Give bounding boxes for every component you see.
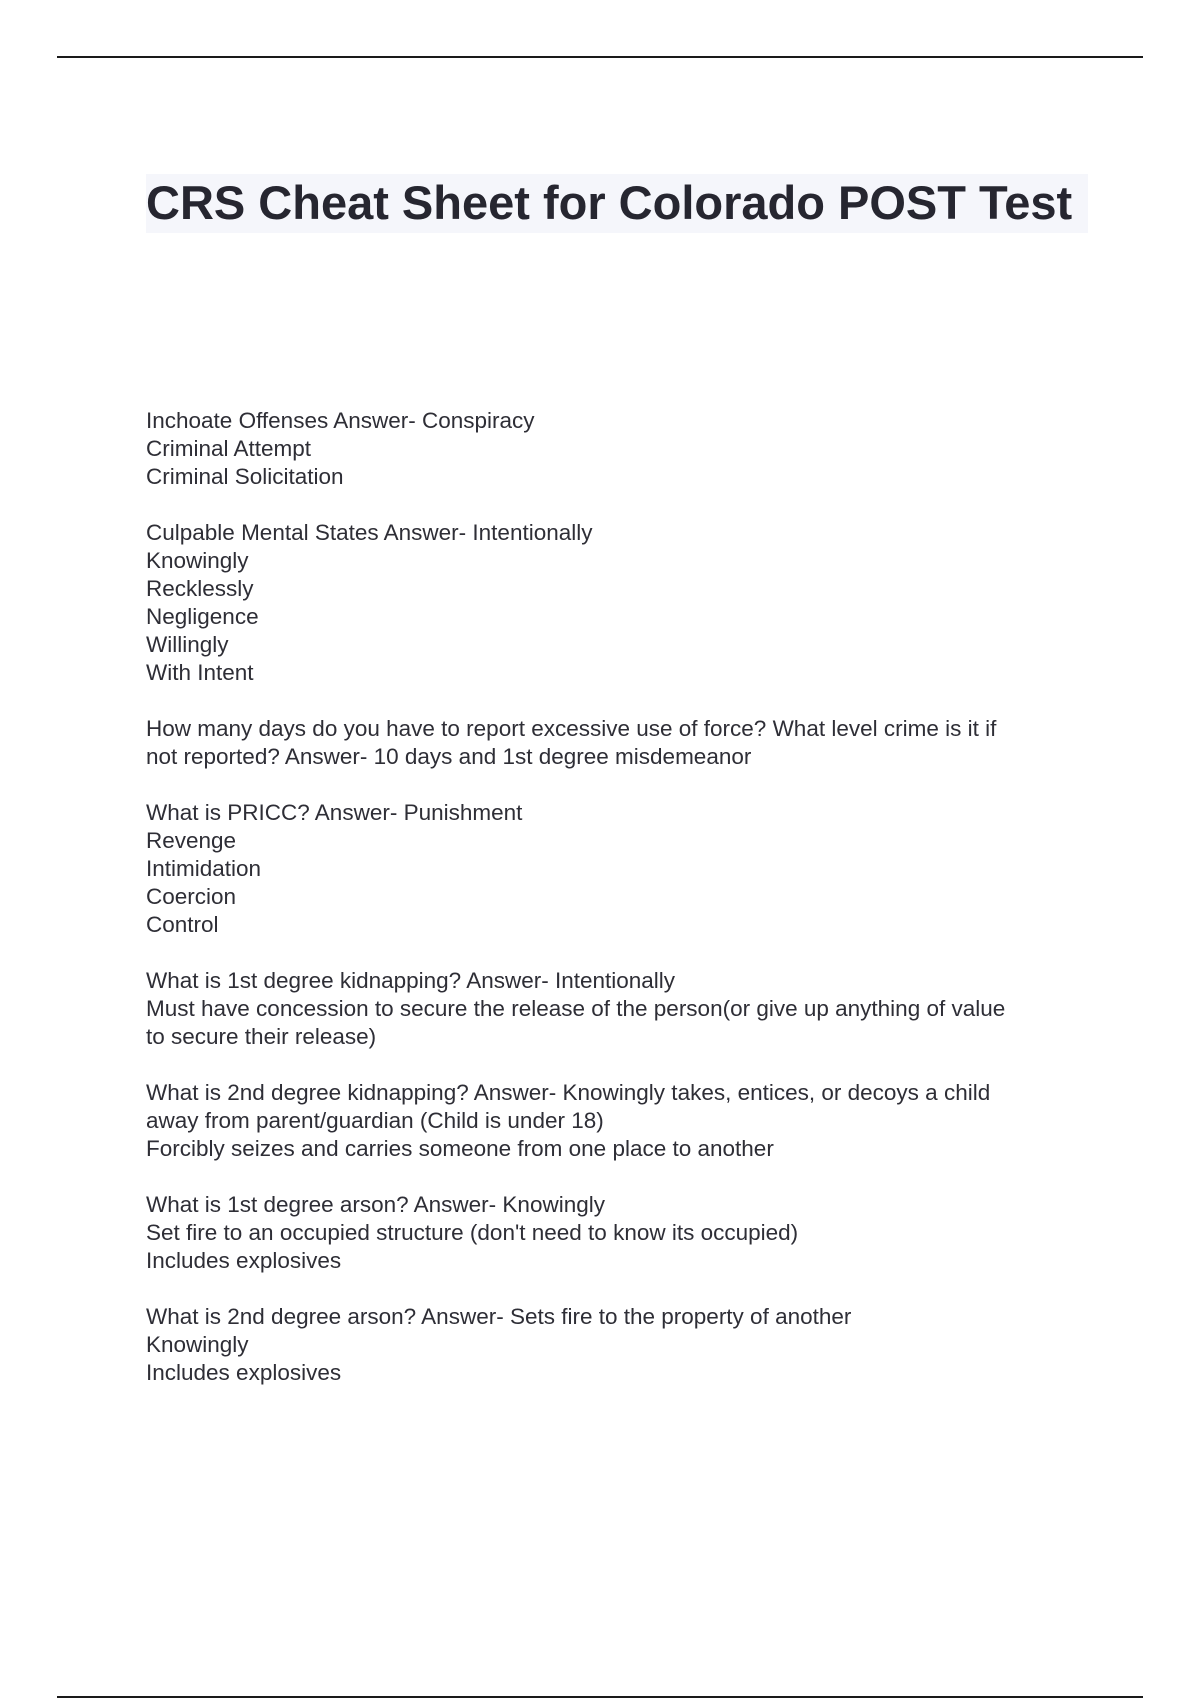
qa-line: not reported? Answer- 10 days and 1st degree misdemeanor [146, 744, 752, 769]
qa-line: to secure their release) [146, 1024, 377, 1049]
qa-line: Knowingly [146, 548, 249, 573]
qa-entry [146, 715, 1088, 771]
qa-line: Intimidation [146, 856, 262, 881]
qa-line: Criminal Solicitation [146, 464, 344, 489]
qa-entry [146, 1191, 1088, 1275]
qa-entry [146, 407, 1088, 491]
qa-line: Includes explosives [146, 1360, 342, 1385]
title-block [146, 174, 1088, 233]
qa-entry [146, 1079, 1088, 1163]
page-title: CRS Cheat Sheet for Colorado POST Test [146, 176, 1073, 229]
qa-entry [146, 967, 1088, 1051]
qa-line: Control [146, 912, 219, 937]
qa-line: How many days do you have to report excessive use of force? What level crime is it if [146, 716, 997, 741]
qa-line: What is 1st degree arson? Answer- Knowingly [146, 1192, 605, 1217]
bottom-rule [57, 1696, 1143, 1698]
qa-line: What is 2nd degree kidnapping? Answer- Knowingly takes, entices, or decoys a child [146, 1080, 991, 1105]
qa-line: Recklessly [146, 576, 254, 601]
top-rule [57, 56, 1143, 58]
qa-entry [146, 799, 1088, 939]
qa-line: What is PRICC? Answer- Punishment [146, 800, 523, 825]
qa-line: Knowingly [146, 1332, 249, 1357]
qa-line: Inchoate Offenses Answer- Conspiracy [146, 408, 535, 433]
qa-line: What is 2nd degree arson? Answer- Sets fire to the property of another [146, 1304, 852, 1329]
qa-line: Willingly [146, 632, 229, 657]
qa-list [146, 407, 1088, 1387]
qa-line: What is 1st degree kidnapping? Answer- Intentionally [146, 968, 676, 993]
qa-line: Revenge [146, 828, 237, 853]
qa-line: Culpable Mental States Answer- Intentionally [146, 520, 593, 545]
qa-line: Coercion [146, 884, 237, 909]
qa-line: Negligence [146, 604, 259, 629]
qa-line: Must have concession to secure the release of the person(or give up anything of value [146, 996, 1006, 1021]
qa-line: With Intent [146, 660, 254, 685]
qa-line: Set fire to an occupied structure (don't need to know its occupied) [146, 1220, 799, 1245]
qa-line: Forcibly seizes and carries someone from one place to another [146, 1136, 774, 1161]
qa-entry [146, 519, 1088, 687]
qa-line: away from parent/guardian (Child is under 18) [146, 1108, 604, 1133]
qa-line: Criminal Attempt [146, 436, 312, 461]
document-body [146, 174, 1088, 1415]
qa-line: Includes explosives [146, 1248, 342, 1273]
qa-entry [146, 1303, 1088, 1387]
